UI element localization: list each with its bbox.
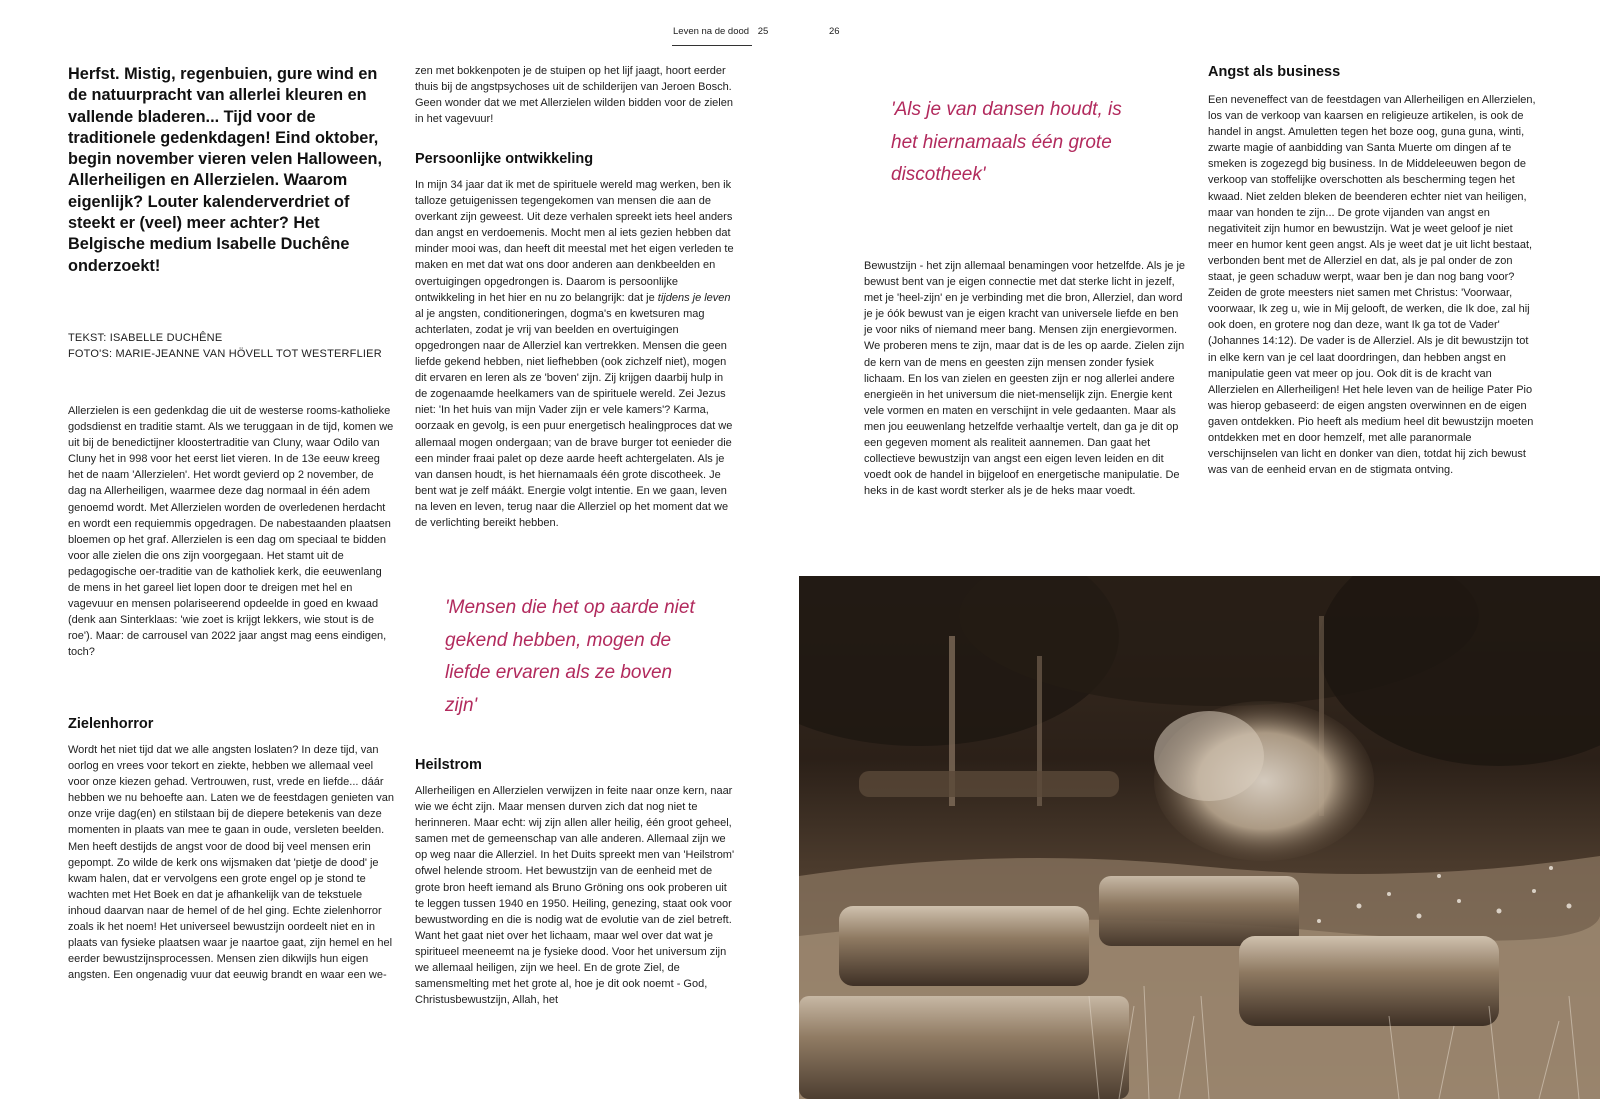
running-head-rule [672, 45, 752, 46]
body-paragraph-continued: zen met bokkenpoten je de stuipen op het lijf jaagt, hoort eerder thuis bij de angstpsychoses uit de schilderijen van Jeroen Bosch. Geen wonder dat we met Allerzielen wilden bidden voor de zielen in het vagevuur! [415, 65, 733, 126]
garden-photo [799, 576, 1600, 1099]
page-number-left: 25 [757, 26, 769, 37]
credits [68, 330, 398, 362]
page-number-right: 26 [829, 26, 840, 37]
pull-quote-right: 'Als je van dansen houdt, is het hiernamaals één grote discotheek' [891, 99, 1122, 185]
heading-persoonlijke-ontwikkeling: Persoonlijke ontwikkeling [415, 151, 594, 167]
credit-text: TEKST: ISABELLE DUCHÊNE [68, 332, 223, 344]
body-paragraph-persoonlijk [415, 177, 737, 531]
credit-photo: FOTO'S: MARIE-JEANNE VAN HÖVELL TOT WESTERFLIER [68, 348, 382, 360]
body-paragraph-zielenhorror: Wordt het niet tijd dat we alle angsten loslaten? In deze tijd, van oorlog en vrees voor tekort en ziekte, hebben we allemaal veel voor onze kiezen gehad. Vertrouwen, rust, vrede en liefde... dáár hebben we nu behoefte aan. Laten we de feestdagen genieten van onze vrije dag(en) en stilstaan bij de diepere betekenis van deze momenten in plaats van mee te gaan in oude, versleten beelden. Men heeft destijds de angst voor de dood bij veel mensen erin gepompt. Zo wilde de kerk ons wijsmaken dat 'pietje de dood' je kwam halen, dat er vervolgens een grote engel op je stond te wachten met Het Boek en dat je afhankelijk van de tekstuele inhoud daarvan naar de hemel of de hel ging. Echte zielenhorror zoals ik het noem! Het universeel bewustzijn oordeelt niet en in plaats van fysieke plaatsen waar je naartoe gaat, zijn hemel en hel eerder bewustzijnsprocessen. Mensen zien dikwijls hun eigen angsten. Een ongenadig vuur dat eeuwig brandt en waar een we- [68, 744, 394, 982]
heading-heilstrom: Heilstrom [415, 757, 482, 773]
pull-quote-left: 'Mensen die het op aarde niet gekend hebben, mogen de liefde ervaren als ze boven zijn' [445, 597, 695, 716]
emphasis-text: tijdens je leven [657, 291, 731, 304]
heading-angst-als-business: Angst als business [1208, 64, 1341, 80]
body-paragraph-heilstrom: Allerheiligen en Allerzielen verwijzen in feite naar onze kern, naar wie we écht zijn. Maar mensen durven zich dat nog niet te herinneren. Maar echt: wij zijn allen aller heilig, één groot geheel, samen met de gemeenschap van alle anderen. Allemaal zijn we op weg naar die Allerziel. In het Duits spreekt men van 'Heilstrom' ofwel helende stroom. Het bewustzijn van de eenheid met de grote bron heeft iemand als Bruno Gröning ons ook proberen uit te leggen tussen 1940 en 1950. Heiling, genezing, staat ook voor bewustwording en die is nodig wat de evolutie van de ziel betreft. Want het gaat niet over het lichaam, maar wel over dat wat je spiritueel meeneemt na je fysieke dood. Voor het universum zijn we allemaal heiligen, zijn we heel. En de grote Ziel, de samensmelting met het grote al, hoe je dit ook noemt - God, Christusbewustzijn, Allah, het [415, 785, 735, 1007]
body-paragraph-bewustzijn: Bewustzijn - het zijn allemaal benamingen voor hetzelfde. Als je je bewust bent van je eigen connectie met dat sterke licht in jezelf, met je 'heel-zijn' en je verbinding met die bron, Allerziel, dan word je je óók bewust van je eigen kracht van universele liefde en ben je voor niks of niemand meer bang. Mensen zijn energievormen. We proberen mens te zijn, maar dat is de les op aarde. Zielen zijn de kern van de mens en geesten zijn mensen zonder fysiek lichaam. En los van zielen en geesten zijn er nog allerlei andere energieën in het universum die niet-menselijk zijn. Energie kent vele vormen en maten en verschijnt in vele gedaanten. Maar als men jou eeuwenlang hetzelfde verhaaltje vertelt, dan ga je dit op een gegeven moment als realiteit aannemen. Dan gaat het collectieve bewustzijn van angst een eigen leven leiden en dit voedt ook de handel in bijgeloof en energetische manipulatie. De heks in de kast wordt sterker als je de heks maar voedt. [864, 260, 1186, 498]
intro-lead: Herfst. Mistig, regenbuien, gure wind en de natuurpracht van allerlei kleuren en vallende bladeren... Tijd voor de traditionele gedenkdagen! Eind oktober, begin november vieren velen Halloween, Allerheiligen en Allerzielen. Waarom eigenlijk? Louter kalenderverdriet of steekt er (veel) meer achter? Het Belgische medium Isabelle Duchêne onderzoekt! [68, 65, 382, 275]
body-paragraph-angst: Een neveneffect van de feestdagen van Allerheiligen en Allerzielen, los van de verkoop van kaarsen en religieuze artikelen, is ook de handel in angst. Amuletten tegen het boze oog, guna guna, winti, zwarte magie of aanbidding van Santa Muerte om dingen af te smeken is zogezegd big business. In de Middeleeuwen begon de verkoop van stoffelijke overschotten als bescherming tegen het kwaad. Niet zelden bleken de beenderen echter niet van heiligen, maar van honden te zijn... De grote vijanden van angst en negativiteit zijn humor en bewustzijn. Wat je weet geloof je niet meer en humor kent geen angst. Als je weet dat je uit licht bestaat, verbonden bent met de Allerziel en dat, als je pal onder de zon staat, je geen schaduw werpt, waar ben je dan nog bang voor? Zeiden de grote meesters niet samen met Christus: 'Voorwaar, voorwaar, Ik zeg u, wie in Mij gelooft, de werken, die Ik doe, zal hij ook doen, en grotere nog dan deze, want Ik ga tot de Vader' (Johannes 14:12). De vader is de Allerziel. Als je dit bewustzijn tot in elke kern van je cel laat doordringen, dan hebben angst en manipulatie geen vat meer op jou. Ook dit is de kracht van Allerzielen en Allerheiligen! Het hele leven van de heilige Pater Pio was hierop gebaseerd: de eigen angsten overwinnen en de eigen gaven ontdekken. Pio heeft als medium heel dit bewustzijn moeten ontdekken met en door hemzelf, met alle paranormale verschijnselen van licht en donker van dien, totdat hij zich bewust was van de eenheid ervan en de stigmata ontving. [1208, 94, 1536, 477]
section-title: Leven na de dood [673, 26, 750, 37]
text-run: al je angsten, conditioneringen, dogma's en kwetsuren mag achterlaten, zodat je vrij van beelden en overtuigingen opgedrongen naar de Allerziel kan vertrekken. Mensen die geen liefde gekend hebben, niet liefhebben (ook zichzelf niet), mogen dit ervaren en leren als ze 'boven' zijn. Zij krijgen daarbij hulp in de zogenaamde heelkamers van de spirituele wereld. Zei Jezus niet: 'In het huis van mijn Vader zijn er vele kamers'? Karma, oorzaak en gevolg, is een puur energetisch healingproces dat we allemaal mogen ondergaan; van de brave burger tot eenieder die een minder fraai palet op deze aarde heeft achtergelaten. Als je van dansen houdt, is het hiernamaals één grote discotheek. Je bent wat je zelf máákt. Energie volgt intentie. En we gaan, leven na leven en leven, terug naar die Allerziel op het moment dat we de verlichting bereikt hebben. [415, 307, 733, 529]
heading-zielenhorror: Zielenhorror [68, 716, 154, 732]
garden-photo-illustration [799, 576, 1600, 1099]
body-paragraph-intro: Allerzielen is een gedenkdag die uit de westerse rooms-katholieke godsdienst en traditie stamt. Als we teruggaan in de tijd, komen we uit bij de benedictijner kloostertraditie van Cluny, waar Odilo van Cluny het in 998 voor het eerst liet vieren. In de 13e eeuw kreeg het de naam 'Allerzielen'. Het wordt gevierd op 2 november, de dag na Allerheiligen, waarmee deze dag normaal in één adem genoemd wordt. Met Allerzielen worden de overledenen herdacht en wordt een requiemmis opgedragen. De nabestaanden plaatsen bloemen op het graf. Allerzielen is een dag om speciaal te bidden voor alle zielen die ons zijn voorgegaan. Het stamt uit de pedagogische oer-traditie van de katholiek kerk, die eeuwenlang de mens in het gareel liet lopen door te dreigen met hel en vagevuur en mensen polariseerend opdeelde in goed en kwaad (denk aan Sinterklaas: 'wie zoet is krijgt lekkers, wie stout is de roe'). Maar: de carrousel van 2022 jaar angst mag eens eindigen, toch? [68, 405, 394, 659]
running-head [673, 26, 768, 37]
text-run: In mijn 34 jaar dat ik met de spirituele wereld mag werken, ben ik talloze getuigenissen tegengekomen van mensen die aan de overkant zijn geweest. Uit deze verhalen spreekt iets heel anders dan angst en verdoemenis. Mocht men al iets gezien hebben dat minder mooi was, dan heeft dit meestal met het eigen verleden te maken en met dat wat ons door anderen aan denkbeelden en overtuigingen opgedrongen is. Daarom is persoonlijke ontwikkeling in het hier en nu zo belangrijk: dat je [415, 179, 734, 304]
